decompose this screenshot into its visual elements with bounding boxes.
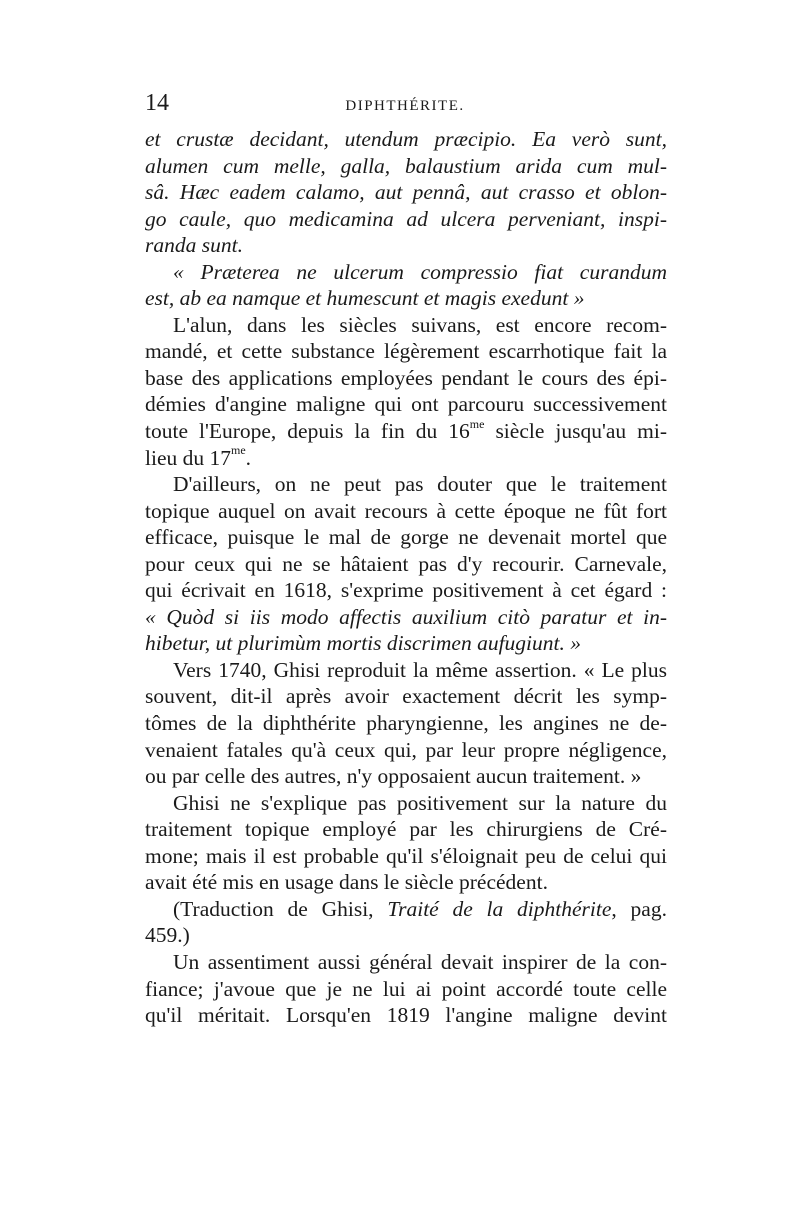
line-segment: (Traduction de Ghisi, (173, 896, 388, 921)
text-line (145, 445, 667, 472)
text-line: randa sunt. (145, 233, 243, 258)
line-segment: . (245, 445, 252, 470)
paragraph-start-line: Ghisi ne s'explique pas positivement sur la nature du (173, 790, 667, 815)
text-line: fiance; j'avoue que je ne lui ai point accordé toute celle (145, 976, 667, 1001)
text-line: go caule, quo medicamina ad ulcera perveniant, inspi- (145, 206, 667, 231)
text-line: pour ceux qui ne se hâtaient pas d'y recourir. Carnevale, (145, 551, 667, 576)
page-header (145, 90, 665, 120)
superscript: me (231, 444, 246, 458)
text-line: ou par celle des autres, n'y opposaient aucun traitement. » (145, 764, 642, 789)
page-number: 14 (145, 90, 169, 116)
text-line: venaient fatales qu'à ceux qui, par leur propre négligence, (145, 737, 667, 762)
text-line: qui écrivait en 1618, s'exprime positivement à cet égard : (145, 578, 667, 603)
paragraph-start-line: L'alun, dans les siècles suivans, est encore recom- (173, 312, 667, 337)
text-line: avait été mis en usage dans le siècle précédent. (145, 870, 548, 895)
line-segment: lieu du 17 (145, 445, 231, 470)
text-line: traitement topique employé par les chirurgiens de Cré- (145, 817, 667, 842)
paragraph-start-line: D'ailleurs, on ne peut pas douter que le traitement (173, 472, 667, 497)
book-title: Traité de la diphthérite (387, 896, 612, 921)
text-line: topique auquel on avait recours à cette époque ne fût fort (145, 498, 667, 523)
text-line: mone; mais il est probable qu'il s'éloignait peu de celui qui (145, 843, 667, 868)
text-line: efficace, puisque le mal de gorge ne devenait mortel que (145, 525, 667, 550)
text-line: sâ. Hæc eadem calamo, aut pennâ, aut crasso et oblon- (145, 180, 667, 205)
text-line: alumen cum melle, galla, balaustium arida cum mul- (145, 153, 667, 178)
line-segment: toute l'Europe, depuis la fin du 16 (145, 419, 470, 444)
text-line: hibetur, ut plurimùm mortis discrimen aufugiunt. » (145, 631, 581, 656)
text-line: mandé, et cette substance légèrement escarrhotique fait la (145, 339, 667, 364)
text-line: « Præterea ne ulcerum compressio fiat curandum (173, 259, 667, 284)
text-line: et crustæ decidant, utendum præcipio. Ea verò sunt, (145, 127, 667, 151)
text-line: est, ab ea namque et humescunt et magis exedunt » (145, 286, 585, 311)
text-line: souvent, dit-il après avoir exactement décrit les symp- (145, 684, 667, 709)
line-segment: , pag. (611, 896, 667, 921)
running-title: DIPHTHÉRITE. (345, 98, 465, 114)
citation-line (145, 896, 667, 923)
text-line: base des applications employées pendant le cours des épi- (145, 365, 667, 390)
paragraph-start-line: Un assentiment aussi général devait inspirer de la con- (173, 949, 667, 974)
text-line: démies d'angine maligne qui ont parcouru successivement (145, 392, 667, 417)
text-line (145, 418, 667, 445)
paragraph-start-line: Vers 1740, Ghisi reproduit la même assertion. « Le plus (173, 657, 667, 682)
line-segment: siècle jusqu'au mi- (484, 419, 667, 444)
text-line: 459.) (145, 923, 190, 948)
text-line: tômes de la diphthérite pharyngienne, les angines ne de- (145, 711, 667, 736)
text-line: « Quòd si iis modo affectis auxilium citò paratur et in- (145, 604, 667, 629)
superscript: me (469, 418, 485, 431)
body-text (145, 126, 667, 1029)
text-line: qu'il méritait. Lorsqu'en 1819 l'angine maligne devint (145, 1003, 667, 1028)
